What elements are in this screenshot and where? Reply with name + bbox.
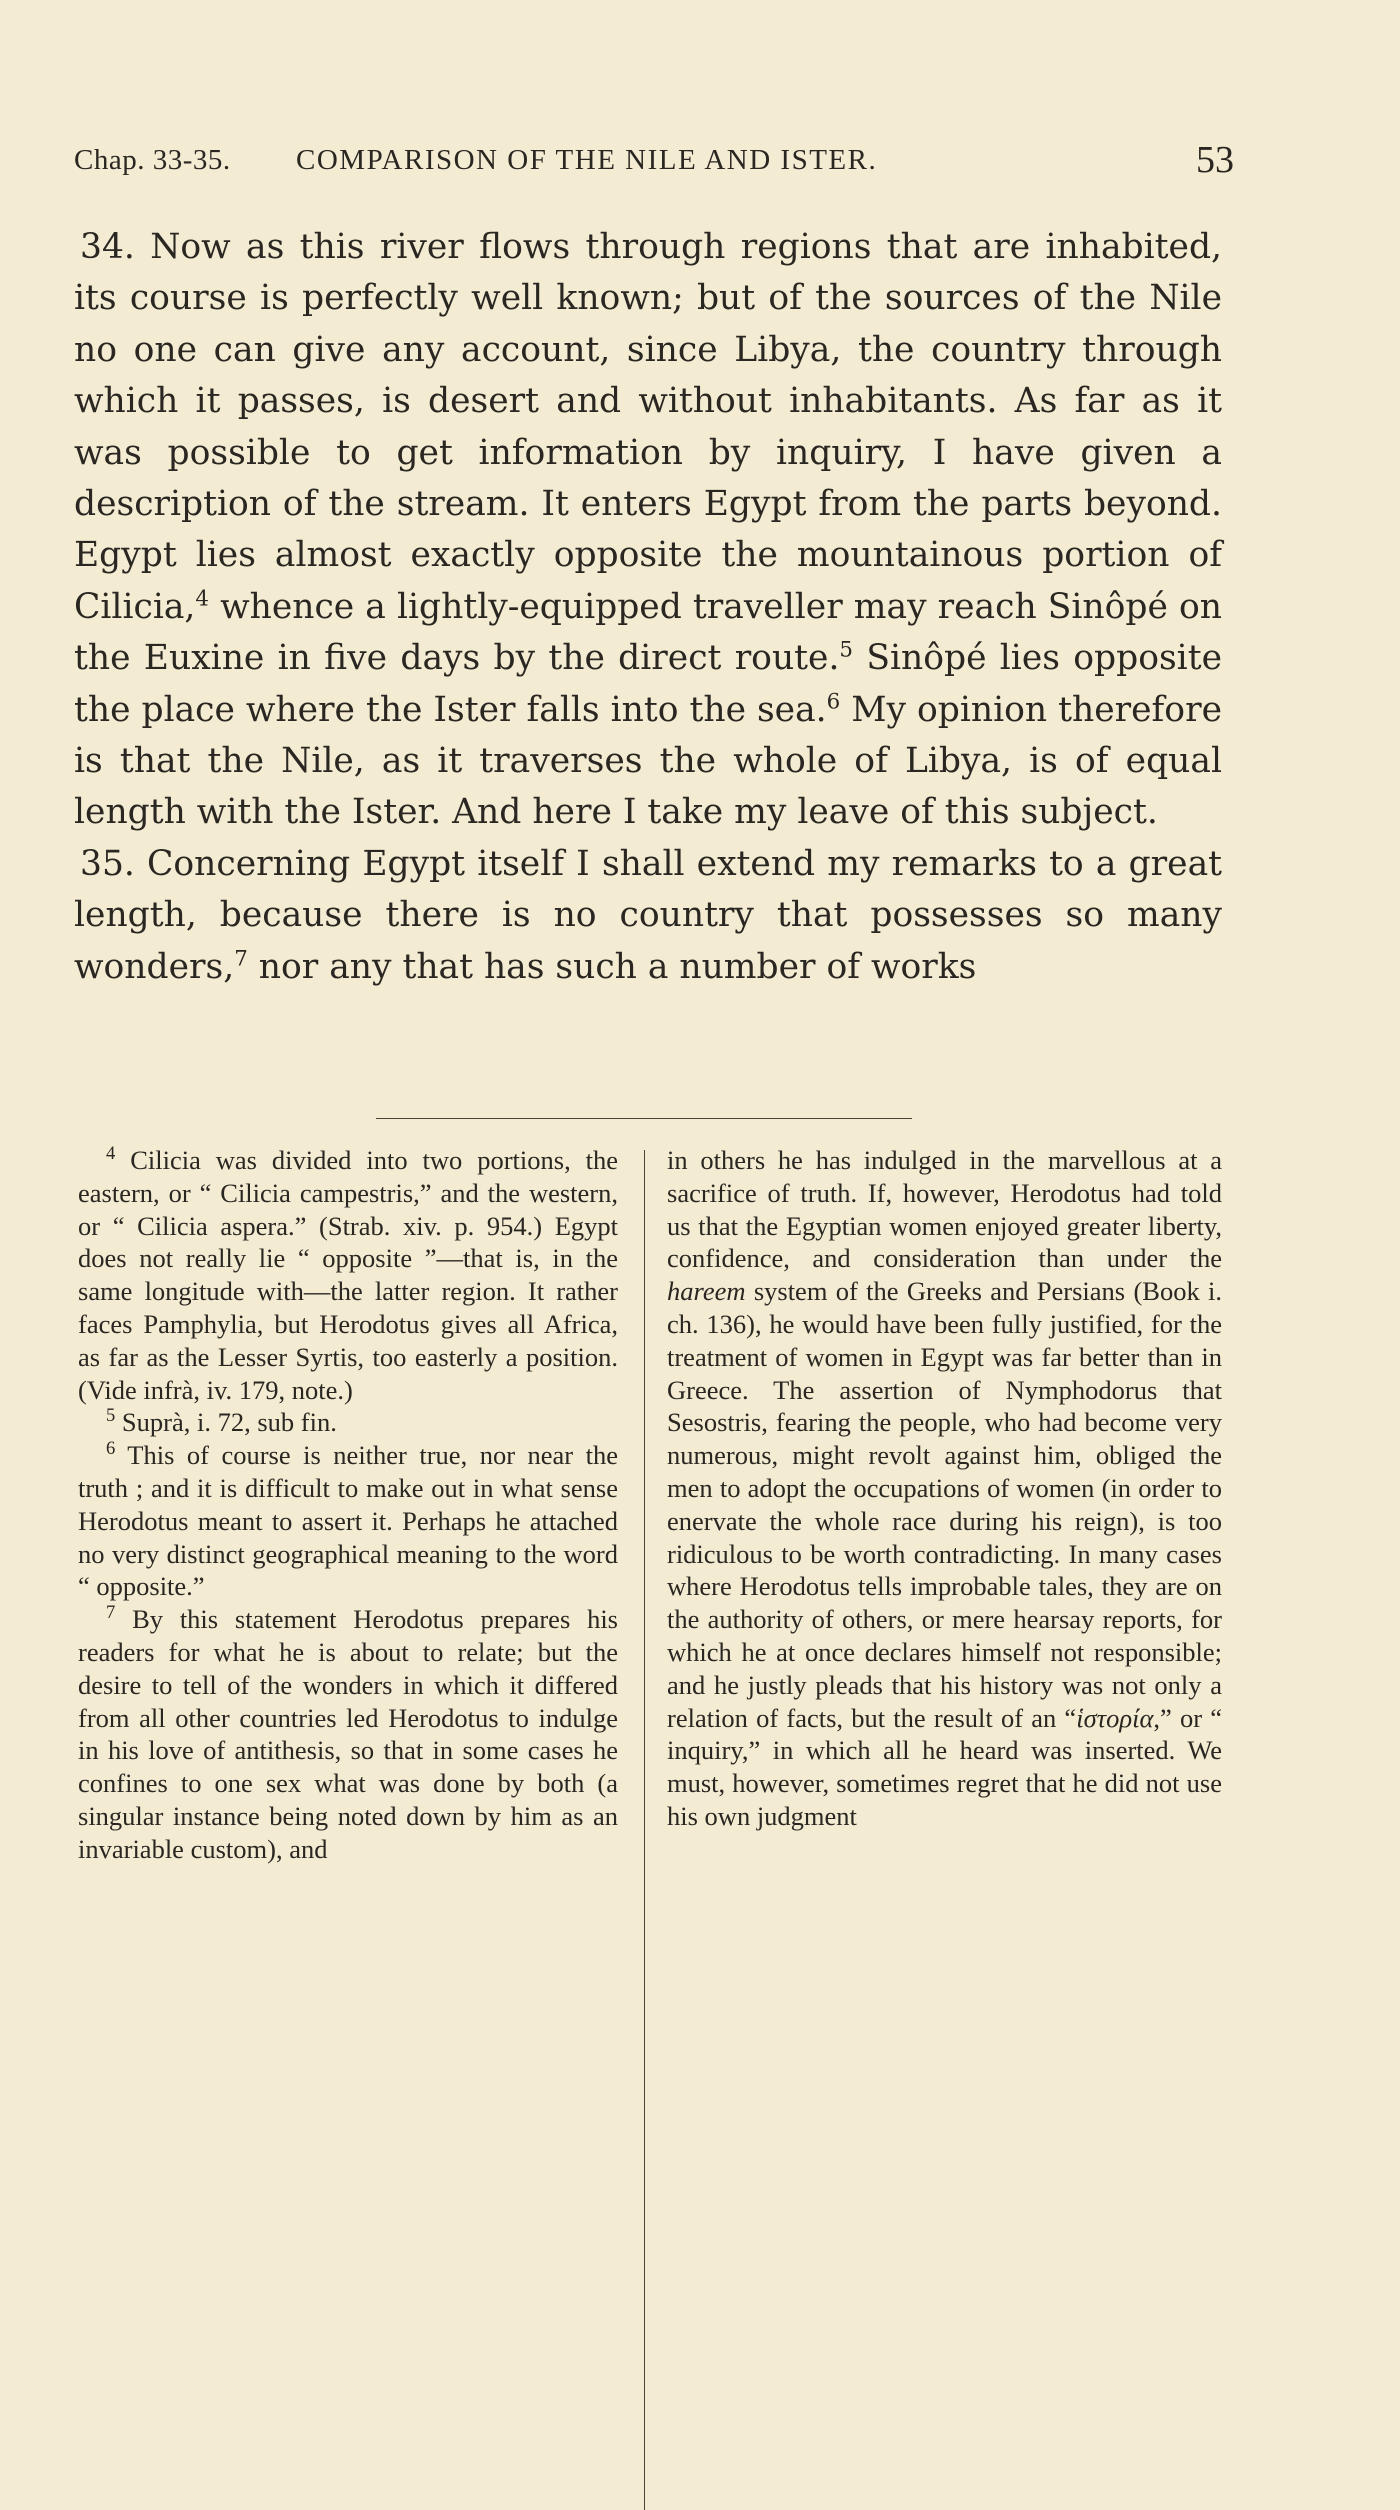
footnote-7-cont-part-c: ,” or “ inquiry,” in which all he heard was inserted. We must, however, sometimes regret that he did not use his own judgment bbox=[667, 1702, 1222, 1831]
paragraph-35-part-a: 35. Concerning Egypt itself I shall extend my remarks to a great length, because there is no country that possesses so many wonders, bbox=[74, 843, 1222, 987]
footnote-4 bbox=[78, 1144, 618, 1406]
footnote-7-text: By this statement Herodotus prepares his readers for what he is about to relate; but the desire to tell of the wonders in which it differed from all other countries led Herodotus to indulge in his love of antithesis, so that in some cases he confines to one sex what was done by both (a singular instance being noted down by him as an invariable custom), and bbox=[78, 1604, 618, 1864]
running-head bbox=[74, 138, 1234, 182]
paragraph-34-part-c: Sinôpé lies opposite the place where the Ister falls into the sea. bbox=[74, 638, 1222, 730]
footnote-column-divider bbox=[644, 1150, 645, 2510]
paragraph-34-part-b: whence a lightly-equipped traveller may reach Sinôpé on the Euxine in five days by the direct route. bbox=[74, 586, 1222, 679]
paragraph-34 bbox=[74, 222, 1222, 839]
footnote-number-6: 6 bbox=[106, 1438, 116, 1460]
footnote-6 bbox=[78, 1439, 618, 1603]
footnote-7-continuation bbox=[667, 1144, 1222, 1833]
paragraph-34-part-d: My opinion therefore is that the Nile, as it traverses the whole of Libya, is of equal length with the Ister. And here I take my leave of this subject. bbox=[74, 689, 1222, 833]
paragraph-34-part-a: 34. Now as this river flows through regions that are inhabited, its course is perfectly well known; but of the sources of the Nile no one can give any account, since Libya, the country through which it passes, is desert and without inhabitants. As far as it was possible to get information by inquiry, I have given a description of the stream. It enters Egypt from the parts beyond. Egypt lies almost exactly opposite the mountainous portion of Cilicia, bbox=[74, 227, 1222, 627]
footnote-5-text: Suprà, i. 72, sub fin. bbox=[115, 1407, 337, 1438]
main-text bbox=[74, 222, 1222, 993]
footnote-5 bbox=[78, 1406, 618, 1439]
footnote-4-text: Cilicia was divided into two portions, the eastern, or “ Cilicia campestris,” and the western, or “ Cilicia aspera.” (Strab. xiv. p. 954.) Egypt does not really lie “ opposite ”—that is, in the same longitude with—the latter region. It rather faces Pamphylia, but Herodotus gives all Africa, as far as the Lesser Syrtis, too easterly a position. (Vide infrà, iv. 179, note.) bbox=[78, 1145, 618, 1405]
chapter-reference: Chap. 33-35. bbox=[74, 144, 231, 176]
running-title: COMPARISON OF THE NILE AND ISTER. bbox=[296, 144, 878, 176]
footnote-separator-rule bbox=[376, 1118, 912, 1119]
footnote-ref-5: 5 bbox=[839, 637, 854, 663]
footnote-ref-6: 6 bbox=[826, 689, 841, 715]
page-number: 53 bbox=[1196, 139, 1234, 181]
footnote-6-text: This of course is neither true, nor near the truth ; and it is difficult to make out in what sense Herodotus meant to assert it. Perhaps he attached no very distinct geographical meaning to the word “ opposite.” bbox=[78, 1440, 618, 1602]
footnote-number-5: 5 bbox=[106, 1405, 116, 1427]
footnotes-left-column bbox=[78, 1144, 618, 1866]
footnote-number-4: 4 bbox=[106, 1143, 116, 1165]
footnote-number-7: 7 bbox=[106, 1602, 116, 1624]
footnote-ref-4: 4 bbox=[195, 586, 209, 612]
paragraph-35 bbox=[74, 839, 1222, 993]
footnote-ref-7: 7 bbox=[234, 946, 248, 972]
footnote-7-cont-part-a: in others he has indulged in the marvellous at a sacrifice of truth. If, however, Herodotus had told us that the Egyptian women enjoyed greater liberty, confidence, and consideration than under the bbox=[667, 1145, 1222, 1274]
footnote-7 bbox=[78, 1603, 618, 1865]
footnote-7-cont-greek: ἱστορία bbox=[1076, 1702, 1154, 1733]
paragraph-35-part-b: nor any that has such a number of works bbox=[247, 946, 977, 987]
footnote-7-cont-part-b: system of the Greeks and Persians (Book i. ch. 136), he would have been fully justified, for the treatment of women in Egypt was far better than in Greece. The assertion of Nymphodorus that Sesostris, fearing the people, who had become very numerous, might revolt against him, obliged the men to adopt the occupations of women (in order to enervate the whole race during his reign), is too ridiculous to be worth contradicting. In many cases where Herodotus tells improbable tales, they are on the authority of others, or mere hearsay reports, for which he at once declares himself not responsible; and he justly pleads that his history was not only a relation of facts, but the result of an “ bbox=[667, 1276, 1222, 1733]
footnotes-right-column bbox=[667, 1144, 1222, 1833]
footnote-7-cont-italic: hareem bbox=[667, 1276, 746, 1307]
